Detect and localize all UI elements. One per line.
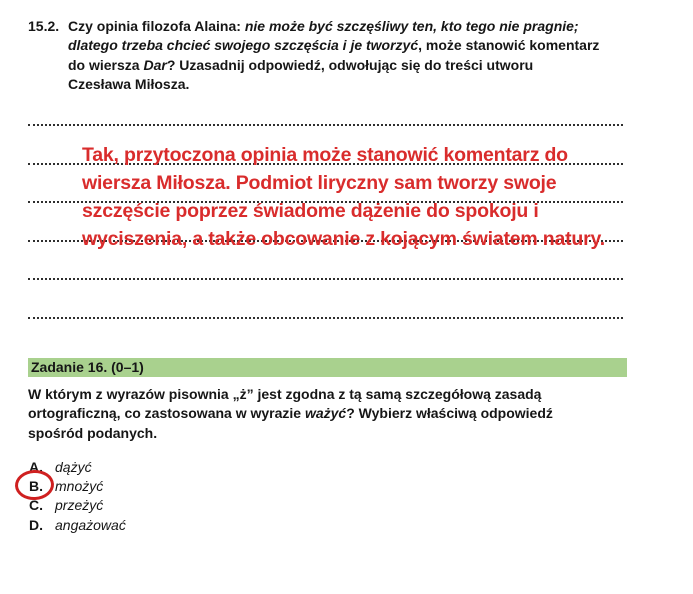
- answer-line: [28, 278, 623, 280]
- handwritten-answer-line: szczęście poprzez świadome dążenie do spokoju i: [82, 200, 539, 222]
- option-b-letter: B.: [29, 478, 43, 495]
- option-b-word: mnożyć: [55, 478, 104, 495]
- option-d-letter: D.: [29, 516, 43, 533]
- question-text: Czy opinia filozofa Alaina: nie może być szczęśliwy ten, kto tego nie pragnie; dlatego trzeba chcieć swojego szczęścia i je tworzyć, może stanowić komentarz do wiersza Dar? Uzasadnij odpowiedź, odwołując się do treści utworu Czesława Miłosza.: [68, 18, 600, 92]
- option-a-word: dążyć: [55, 459, 92, 475]
- answer-line: [28, 124, 623, 126]
- question-15-2: [28, 17, 668, 94]
- option-c-word: przeżyć: [55, 497, 104, 514]
- option-d-word: angażować: [55, 516, 126, 533]
- question-number: 15.2.: [28, 18, 60, 34]
- option-c: [29, 496, 126, 515]
- option-a-letter: A.: [29, 459, 43, 475]
- handwritten-answer-line: Tak, przytoczona opinia może stanowić komentarz do: [82, 144, 568, 166]
- option-c-letter: C.: [29, 497, 43, 514]
- option-d: [29, 516, 126, 535]
- handwritten-answer: [82, 141, 605, 253]
- handwritten-answer-line: wiersza Miłosza. Podmiot liryczny sam tworzy swoje: [82, 172, 557, 194]
- task-16-header: [28, 358, 627, 377]
- task-16-header-label: Zadanie 16. (0–1): [31, 359, 144, 375]
- answer-line: [28, 317, 623, 319]
- handwritten-answer-line: wyciszenia, a także obcowanie z kojącym światem natury.: [82, 228, 605, 250]
- task-16-question-text: W którym z wyrazów pisownia „ż” jest zgodna z tą samą szczegółową zasadą ortograficzną, co zastosowana w wyrazie ważyć? Wybierz właściwą odpowiedź spośród podanych.: [28, 386, 553, 441]
